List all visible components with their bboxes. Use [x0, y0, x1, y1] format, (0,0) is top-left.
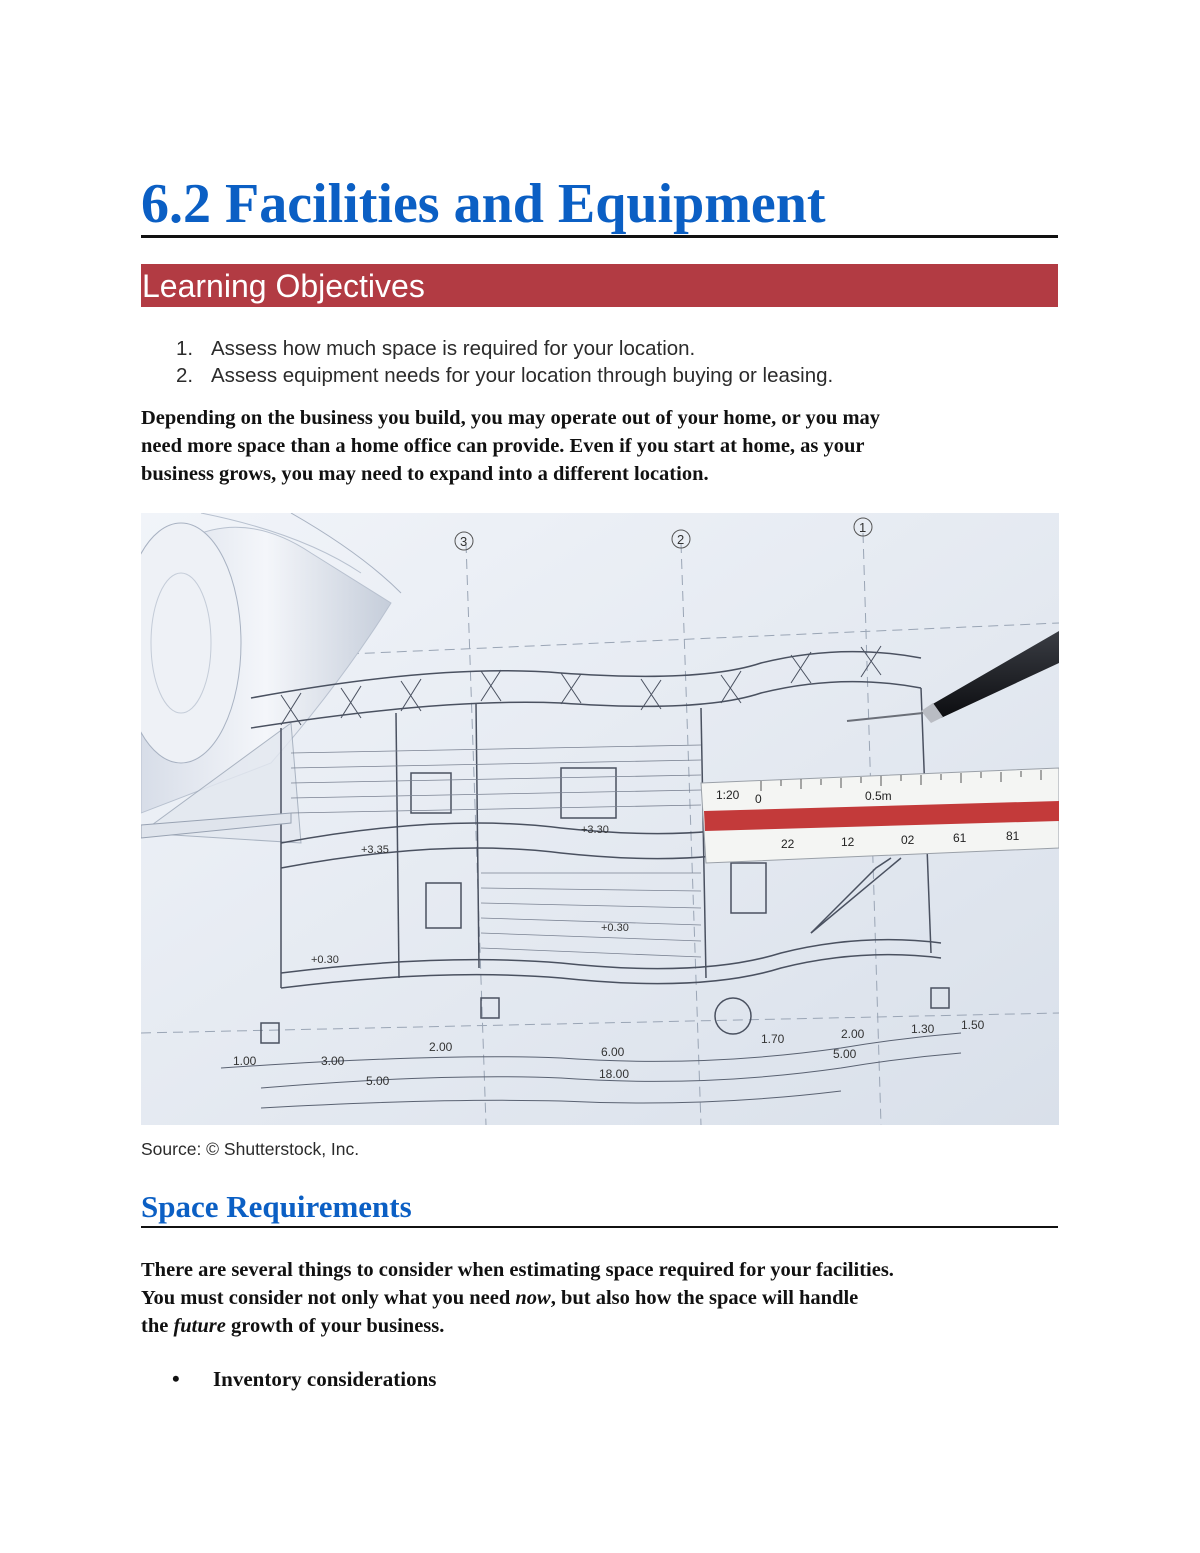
list-item-number: 1. [176, 337, 194, 360]
blueprint-illustration [141, 513, 1059, 1125]
paragraph-line [141, 1312, 894, 1340]
paragraph-line: need more space than a home office can provide. Even if you start at home, as your [141, 435, 865, 457]
dimension-label: 18.00 [599, 1067, 630, 1081]
bullet-text: Inventory considerations [213, 1367, 437, 1391]
dimension-label: 1.50 [961, 1018, 985, 1032]
section-underline [141, 1226, 1058, 1228]
ruler-label: 02 [901, 833, 915, 847]
title-underline [141, 235, 1058, 238]
paragraph-line: There are several things to consider when estimating space required for your facilities. [141, 1259, 894, 1281]
dimension-label: 5.00 [833, 1047, 857, 1061]
grid-label: 2 [677, 532, 685, 547]
ruler-label: 61 [953, 831, 967, 845]
figure-caption: Source: © Shutterstock, Inc. [141, 1139, 360, 1159]
dimension-label: 1.30 [911, 1022, 935, 1036]
emphasis-now: now [515, 1287, 551, 1309]
ruler-label: 1:20 [716, 788, 740, 802]
list-item-text: Assess how much space is required for your location. [211, 337, 696, 360]
text-run: , but also how the space will handle [550, 1287, 859, 1309]
section-heading: Space Requirements [141, 1189, 412, 1224]
page-title: 6.2 Facilities and Equipment [141, 173, 826, 235]
dimension-label: 2.00 [841, 1027, 865, 1041]
dimension-label: 3.00 [321, 1054, 345, 1068]
level-label: +0.30 [311, 954, 339, 966]
ruler-label: 22 [781, 837, 795, 851]
ruler-label: 12 [841, 835, 855, 849]
text-run: the [141, 1315, 174, 1337]
paragraph-line: Depending on the business you build, you may operate out of your home, or you may [141, 407, 881, 429]
paragraph-line: business grows, you may need to expand into a different location. [141, 463, 709, 485]
list-item-number: 2. [176, 364, 194, 387]
dimension-label: 2.00 [429, 1040, 453, 1054]
intro-paragraph [141, 404, 880, 488]
ruler-label: 81 [1006, 829, 1020, 843]
learning-objectives-heading: Learning Objectives [142, 268, 425, 304]
grid-label: 3 [460, 534, 468, 549]
scale-ruler [701, 768, 1059, 863]
blueprint-photo [141, 513, 1059, 1125]
ruler-label: 0 [755, 792, 762, 806]
paragraph-line [141, 1284, 894, 1312]
ruler-label: 0.5m [865, 789, 892, 803]
level-label: +3.35 [361, 844, 389, 856]
grid-label: 1 [859, 520, 867, 535]
dimension-label: 5.00 [366, 1074, 390, 1088]
dimension-label: 6.00 [601, 1045, 625, 1059]
space-paragraph [141, 1256, 894, 1340]
level-label: +0.30 [601, 922, 629, 934]
dimension-label: 1.70 [761, 1032, 785, 1046]
emphasis-future: future [173, 1315, 226, 1337]
bullet-icon: • [172, 1366, 180, 1391]
list-item-text: Assess equipment needs for your location through buying or leasing. [211, 364, 834, 387]
level-label: +3.30 [581, 824, 609, 836]
learning-objectives-banner [141, 264, 1058, 307]
text-run: growth of your business. [225, 1315, 445, 1337]
dimension-label: 1.00 [233, 1054, 257, 1068]
text-run: You must consider not only what you need [141, 1287, 516, 1309]
